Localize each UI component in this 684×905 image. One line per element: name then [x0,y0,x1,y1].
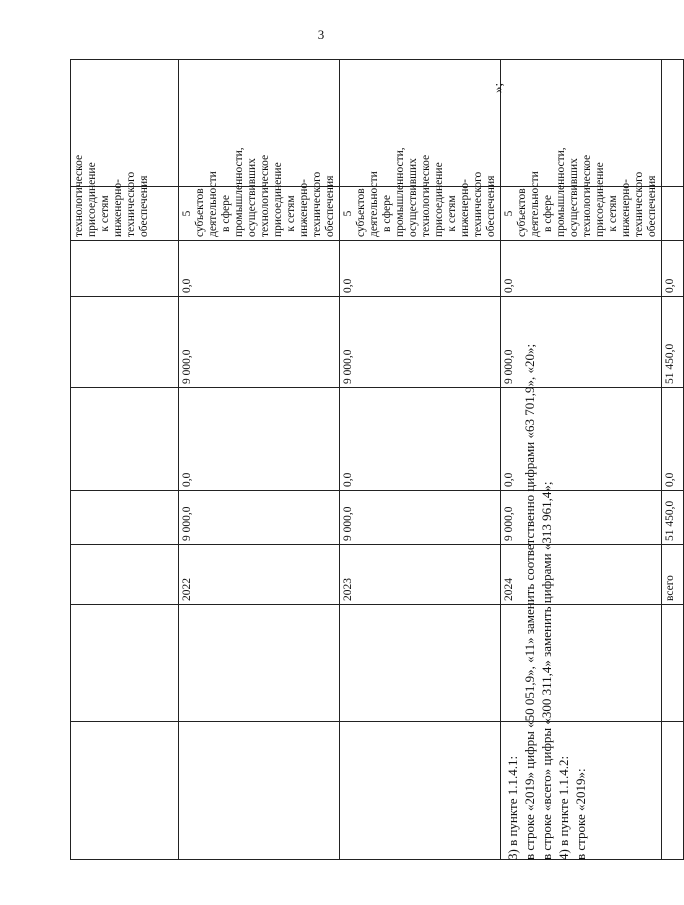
paragraph-line: 3) в пункте 1.1.4.1: [505,755,520,860]
table-cell-description: 5 субъектов деятельности в сфере промышленности, осуществивших технологическое присоединение к сетям инженерно-технического обеспечения [501,187,662,241]
table-cell-description [662,187,684,241]
table-cell-description: 5 субъектов деятельности в сфере промышленности, осуществивших технологическое присоединение к сетям инженерно-технического обеспечения [340,187,501,241]
table-cell [662,605,684,722]
table-cell-value: 0,0 [501,388,662,491]
table-cell-value: 0,0 [179,388,340,491]
table-cell [71,241,179,297]
paragraph-line: в строке «2019» цифры «50 051,9», «11» заменить соответственно цифрами «63 701,9», «20»; [522,343,537,860]
table-cell [71,388,179,491]
amendment-paragraphs [504,80,589,860]
table-cell [71,297,179,388]
table-cell-value: 0,0 [340,241,501,297]
table-cell-value: 9 000,0 [340,491,501,545]
table-cell [662,722,684,860]
table-cell [179,605,340,722]
table-cell [340,605,501,722]
program-table [70,59,684,860]
table-cell [662,60,684,187]
paragraph-line: в строке «всего» цифры «300 311,4» заменить цифрами «313 961,4»; [539,481,554,860]
table-cell [179,722,340,860]
table-row-total [662,60,684,860]
table-cell-year: 2023 [340,545,501,605]
table-cell-value: 0,0 [662,388,684,491]
table-cell-value: 0,0 [340,388,501,491]
table-cell-year: всего [662,545,684,605]
table-cell-year: 2022 [179,545,340,605]
table-cell-value: 9 000,0 [179,491,340,545]
table-cell-description: технологическое присоединение к сетям инженерно-технического обеспечения [71,187,179,241]
table-row [179,60,340,860]
table-cell-description: 5 субъектов деятельности в сфере промышленности, осуществивших технологическое присоединение к сетям инженерно-технического обеспечения [179,187,340,241]
table-cell-value: 51 450,0 [662,491,684,545]
page-number: 3 [317,27,325,42]
table-cell [71,722,179,860]
rotated-page-content [70,60,676,905]
paragraph-line: в строке «2019»: [573,768,588,860]
table-row [340,60,501,860]
table-cell [340,722,501,860]
table-row-continuation [71,60,179,860]
table-cell-value: 51 450,0 [662,297,684,388]
table-cell [71,491,179,545]
table-cell [71,545,179,605]
table-cell-value: 9 000,0 [340,297,501,388]
table-cell-value: 9 000,0 [179,297,340,388]
table-cell-value: 0,0 [501,241,662,297]
table-cell-value: 9 000,0 [501,491,662,545]
table-cell-value: 9 000,0 [501,297,662,388]
paragraph-line: 4) в пункте 1.1.4.2: [556,755,571,860]
table-cell-year: 2024 [501,545,662,605]
table-cell-value: 0,0 [662,241,684,297]
table-cell [71,605,179,722]
closing-quote: »; [490,82,505,93]
table-cell-value: 0,0 [179,241,340,297]
